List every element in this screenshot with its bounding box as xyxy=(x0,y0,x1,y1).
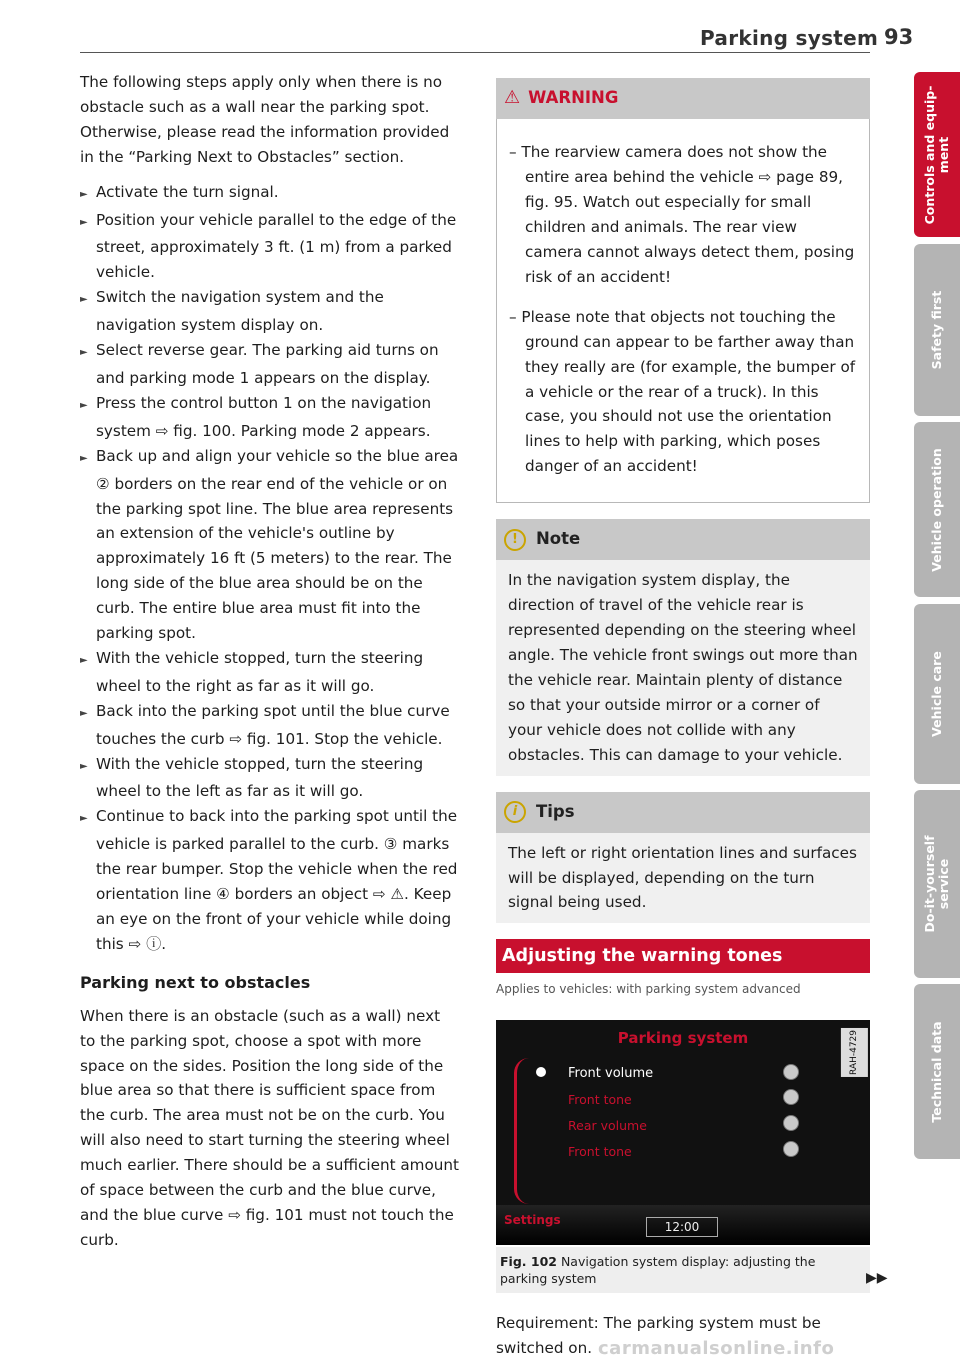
step-item: ► Switch the navigation system and the navigation system display on. xyxy=(80,288,384,335)
navigation-display-image xyxy=(496,1020,870,1245)
step-item: ► Back into the parking spot until the blue curve touches the curb ⇨ fig. 101. Stop the vehicle. xyxy=(80,701,450,748)
warning-title: WARNING xyxy=(528,88,619,108)
warning-triangle-icon: ⚠ xyxy=(504,87,521,109)
chapter-tab[interactable] xyxy=(914,604,960,784)
steps-list xyxy=(80,180,460,957)
right-column xyxy=(496,78,870,1361)
volume-knob-icon xyxy=(783,1115,799,1131)
warning-body xyxy=(496,119,870,503)
screen-menu-item: Front tone xyxy=(568,1092,632,1108)
warning-item: – Please note that objects not touching the ground can appear to be farther away than they really are (for example, the bumper of a vehicle or the rear of a truck). In this case, you should not use the orientation lines to help with parking, which poses danger of an accident! xyxy=(509,307,856,476)
screen-menu-item: Front tone xyxy=(568,1144,632,1160)
chapter-tab[interactable] xyxy=(914,984,960,1159)
bullet-arrow-icon: ► xyxy=(80,347,88,359)
step-item: ► Press the control button 1 on the navigation system ⇨ fig. 100. Parking mode 2 appears. xyxy=(80,393,432,440)
chapter-tab[interactable] xyxy=(914,72,960,237)
warning-item: – The rearview camera does not show the entire area behind the vehicle ⇨ page 89, fig. 95. Watch out especially for small children and animals. The rear view camera cannot always detect them, posing risk of an accident! xyxy=(509,143,855,286)
bullet-arrow-icon: ► xyxy=(80,760,88,772)
left-column xyxy=(80,70,460,1253)
watermark: carmanualsonline.info xyxy=(598,1338,835,1359)
screen-title: Parking system xyxy=(617,1029,749,1048)
step-item: ► Position your vehicle parallel to the edge of the street, approximately 3 ft. (1 m) from a parked vehicle. xyxy=(80,210,457,282)
bullet-arrow-icon: ► xyxy=(80,216,88,228)
figure-caption xyxy=(496,1247,870,1293)
chapter-tab-label: Technical data xyxy=(929,1020,944,1123)
screen-menu-item: Rear volume xyxy=(568,1118,647,1134)
continued-arrow-icon: ▶▶ xyxy=(866,1270,888,1286)
exclamation-circle-icon: ! xyxy=(504,529,526,551)
screen-menu-item: Front volume xyxy=(568,1066,654,1082)
step-item: ► With the vehicle stopped, turn the steering wheel to the left as far as it will go. xyxy=(80,754,424,801)
step-item: ► With the vehicle stopped, turn the steering wheel to the right as far as it will go. xyxy=(80,648,424,695)
menu-arc xyxy=(514,1058,529,1204)
running-header-title: Parking system xyxy=(700,26,879,50)
note-title: Note xyxy=(536,529,581,549)
chapter-tab-label: Vehicle operation xyxy=(929,447,944,572)
selection-dot-icon xyxy=(536,1067,546,1077)
obstacles-paragraph: When there is an obstacle (such as a wall) next to the parking spot, choose a spot with more space on the sides. Position the long side of the blue area so that there is sufficient space from the curb. The area must not be on the curb. You will also need to start turning the steering wheel much earlier. There should be a sufficient amount of space between the curb and the blue curve, and the blue curve ⇨ fig. 101 must not touch the curb. xyxy=(80,1006,459,1249)
figure-label: Fig. 102 xyxy=(500,1254,557,1270)
bullet-arrow-icon: ► xyxy=(80,654,88,666)
applies-to: Applies to vehicles: with parking system advanced xyxy=(496,982,801,997)
tips-text: The left or right orientation lines and surfaces will be displayed, depending on the turn signal being used. xyxy=(508,843,857,912)
tips-body xyxy=(496,833,870,924)
figure-code: RAH-4729 xyxy=(841,1028,868,1077)
chapter-tab[interactable] xyxy=(914,244,960,416)
step-item: ► Continue to back into the parking spot until the vehicle is parked parallel to the curb. ③ marks the rear bumper. Stop the vehicle when the red orientation line ④ borders an object ⇨ ⚠. Keep an eye on the front of your vehicle while doing this ⇨ ⓘ. xyxy=(80,807,458,953)
tips-title: Tips xyxy=(536,801,575,821)
bullet-arrow-icon: ► xyxy=(80,813,88,825)
volume-knob-icon xyxy=(783,1064,799,1080)
note-body xyxy=(496,560,870,775)
chapter-tab[interactable] xyxy=(914,422,960,597)
tips-header xyxy=(496,792,870,833)
bullet-arrow-icon: ► xyxy=(80,452,88,464)
warning-header xyxy=(496,78,870,119)
note-text: In the navigation system display, the direction of travel of the vehicle rear is represented depending on the steering wheel angle. The vehicle front swings out more than the vehicle rear. Maintain plenty of distance so that your outside mirror or a corner of your vehicle does not collide with any obstacles. This can damage to your vehicle. xyxy=(508,571,858,764)
screen-clock: 12:00 xyxy=(646,1217,718,1237)
volume-knob-icon xyxy=(783,1141,799,1157)
chapter-tab-label: Safety first xyxy=(929,290,944,370)
bullet-arrow-icon: ► xyxy=(80,188,88,200)
obstacles-heading: Parking next to obstacles xyxy=(80,972,311,992)
note-header xyxy=(496,519,870,560)
requirement-text: Requirement: The parking system must be switched on. xyxy=(496,1314,821,1358)
step-item: ► Back up and align your vehicle so the blue area ② borders on the rear end of the vehicle or on the parking spot line. The blue area represents an extension of the vehicle's outline by approximately 16 ft (5 meters) to the rear. The long side of the blue area should be on the curb. The entire blue area must fit into the parking spot. xyxy=(80,446,459,643)
chapter-tab[interactable] xyxy=(914,790,960,978)
volume-knob-icon xyxy=(783,1089,799,1105)
step-item: ► Select reverse gear. The parking aid turns on and parking mode 1 appears on the display. xyxy=(80,341,439,387)
bullet-arrow-icon: ► xyxy=(80,294,88,306)
chapter-tab-label: Do-it-yourself service xyxy=(922,835,951,933)
screen-footer: Settings xyxy=(504,1213,561,1228)
step-item: ► Activate the turn signal. xyxy=(80,180,460,208)
intro-paragraph: The following steps apply only when there is no obstacle such as a wall near the parking spot. Otherwise, please read the information provided in the “Parking Next to Obstacles” section. xyxy=(80,73,450,166)
figure-caption-text: Navigation system display: adjusting the parking system xyxy=(500,1254,816,1287)
chapter-tab-label: Controls and equip- ment xyxy=(922,85,951,224)
page-number: 93 xyxy=(884,25,914,49)
chapter-tab-label: Vehicle care xyxy=(929,651,944,737)
header-rule xyxy=(80,52,870,53)
info-circle-icon: i xyxy=(504,801,526,823)
section-heading: Adjusting the warning tones xyxy=(496,939,870,973)
bullet-arrow-icon: ► xyxy=(80,399,88,411)
bullet-arrow-icon: ► xyxy=(80,707,88,719)
